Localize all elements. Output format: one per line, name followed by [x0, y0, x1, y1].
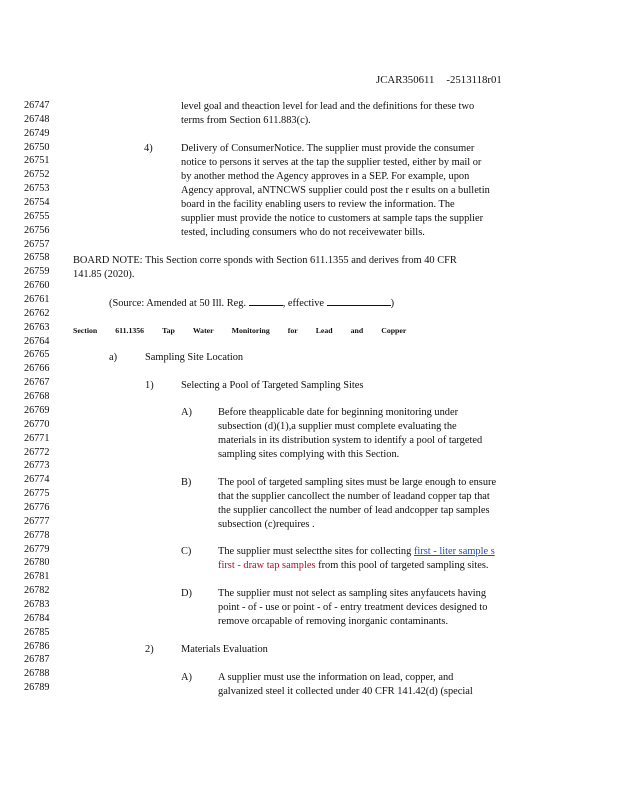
paragraph-line: subsection (d)(1),a supplier must complete evaluating the	[218, 421, 457, 432]
paragraph-letter: C)	[181, 546, 192, 557]
line-number: 26784	[24, 612, 50, 624]
board-note-line: BOARD NOTE: This Section corre sponds with Section 611.1355 and derives from 40 CFR	[73, 255, 457, 266]
paragraph-letter: A)	[181, 407, 192, 418]
line-number: 26756	[24, 224, 50, 236]
line-number: 26752	[24, 169, 50, 181]
effective-date-blank	[327, 296, 391, 306]
subsection-title: Selecting a Pool of Targeted Sampling Sites	[181, 380, 364, 391]
line-number: 26759	[24, 266, 50, 278]
line-number: 26783	[24, 598, 50, 610]
line-number: 26780	[24, 557, 50, 569]
heading-word: and	[350, 326, 364, 335]
line-number: 26761	[24, 294, 50, 306]
line-number: 26772	[24, 446, 50, 458]
line-number: 26755	[24, 210, 50, 222]
para-line: terms from Section 611.883(c).	[181, 115, 311, 126]
line-number: 26757	[24, 238, 50, 250]
line-number: 26767	[24, 377, 50, 389]
paragraph-line: point - of - use or point - of - entry treatment devices designed to	[218, 602, 488, 613]
paragraph-line: that the supplier cancollect the number of leadand copper tap that	[218, 491, 490, 502]
subsection-number: 2)	[145, 644, 154, 655]
line-number: 26785	[24, 626, 50, 638]
line-number: 26789	[24, 682, 50, 694]
line-number: 26774	[24, 474, 50, 486]
paragraph-text: The supplier must selectthe sites for collecting	[218, 546, 412, 557]
line-number: 26769	[24, 404, 50, 416]
line-number: 26773	[24, 460, 50, 472]
document-revision: -2513118r01	[446, 74, 502, 86]
line-number: 26764	[24, 335, 50, 347]
line-number: 26788	[24, 668, 50, 680]
subsection-number: a)	[109, 352, 118, 363]
line-number: 26775	[24, 488, 50, 500]
paragraph-line: A supplier must use the information on lead, copper, and	[218, 672, 454, 683]
line-number: 26751	[24, 155, 50, 167]
line-number: 26778	[24, 529, 50, 541]
item4-line: by another method the Agency approves in a SEP. For example, upon	[181, 171, 470, 182]
source-note	[109, 296, 394, 311]
line-number: 26776	[24, 501, 50, 513]
line-number: 26777	[24, 515, 50, 527]
heading-word: Monitoring	[231, 326, 270, 335]
line-number: 26770	[24, 418, 50, 430]
board-note-line: 141.85 (2020).	[73, 269, 135, 280]
paragraph-text: from this pool of targeted sampling sites.	[318, 560, 489, 571]
item4-line: Delivery of ConsumerNotice. The supplier must provide the consumer	[181, 143, 475, 154]
subsection-number: 1)	[145, 380, 154, 391]
line-number: 26765	[24, 349, 50, 361]
source-suffix: )	[390, 298, 395, 309]
register-blank	[249, 296, 283, 306]
item4-line: notice to persons it serves at the tap the supplier tested, either by mail or	[181, 157, 482, 168]
line-number: 26762	[24, 307, 50, 319]
paragraph-line: subsection (c)requires .	[218, 519, 315, 530]
section-word: Section	[73, 326, 98, 335]
line-number: 26758	[24, 252, 50, 264]
line-number: 26754	[24, 197, 50, 209]
line-number: 26766	[24, 363, 50, 375]
paragraph-line: remove orcapable of removing inorganic contaminants.	[218, 616, 449, 627]
section-number: 611.1356	[115, 326, 145, 335]
paragraph-line: The supplier must not select as sampling sites anyfaucets having	[218, 588, 487, 599]
paragraph-line	[218, 545, 495, 559]
source-mid: , effective	[282, 298, 325, 309]
first-liter-sample-link[interactable]: first - liter sample s	[413, 546, 495, 557]
paragraph-letter: B)	[181, 477, 192, 488]
source-prefix: (Source: Amended at 50 Ill. Reg.	[109, 298, 247, 309]
paragraph-line: materials in its distribution system to identify a pool of targeted	[218, 435, 483, 446]
paragraph-line: The pool of targeted sampling sites must be large enough to ensure	[218, 477, 497, 488]
line-number: 26771	[24, 432, 50, 444]
subsection-title: Sampling Site Location	[145, 352, 244, 363]
line-number: 26763	[24, 321, 50, 333]
heading-word: Lead	[315, 326, 333, 335]
line-number: 26787	[24, 654, 50, 666]
item4-line: supplier must provide the notice to customers at sample taps the supplier	[181, 213, 484, 224]
item4-line: board in the facility enabling users to review the information. The	[181, 199, 455, 210]
line-number: 26781	[24, 571, 50, 583]
line-number: 26768	[24, 391, 50, 403]
paragraph-line: the supplier cancollect the number of lead andcopper tap samples	[218, 505, 490, 516]
subsection-title: Materials Evaluation	[181, 644, 268, 655]
paragraph-line: sampling sites complying with this Section.	[218, 449, 400, 460]
line-number: 26748	[24, 113, 50, 125]
document-code: JCAR350611	[376, 74, 435, 86]
heading-word: Copper	[381, 326, 407, 335]
heading-word: Tap	[162, 326, 175, 335]
paragraph-line: galvanized steel it collected under 40 CFR 141.42(d) (special	[218, 686, 473, 697]
paragraph-line: Before theapplicable date for beginning monitoring under	[218, 407, 459, 418]
page-header	[376, 74, 502, 86]
line-number: 26782	[24, 585, 50, 597]
line-number: 26750	[24, 141, 50, 153]
paragraph-letter: D)	[181, 588, 192, 599]
line-number: 26779	[24, 543, 50, 555]
item-number: 4)	[144, 143, 153, 154]
heading-word: Water	[192, 326, 214, 335]
item4-line: Agency approval, aNTNCWS supplier could post the r esults on a bulletin	[181, 185, 490, 196]
inserted-text: first - draw tap samples	[218, 560, 316, 571]
line-number: 26747	[24, 100, 50, 111]
line-number: 26760	[24, 280, 50, 292]
paragraph-letter: A)	[181, 672, 192, 683]
line-number: 26753	[24, 183, 50, 195]
line-number: 26786	[24, 640, 50, 652]
item4-line: tested, including consumers who do not receivewater bills.	[181, 227, 425, 238]
section-heading	[73, 324, 424, 338]
paragraph-line	[218, 559, 489, 573]
line-number: 26749	[24, 127, 50, 139]
heading-word: for	[287, 326, 298, 335]
para-line: level goal and theaction level for lead and the definitions for these two	[181, 101, 475, 112]
